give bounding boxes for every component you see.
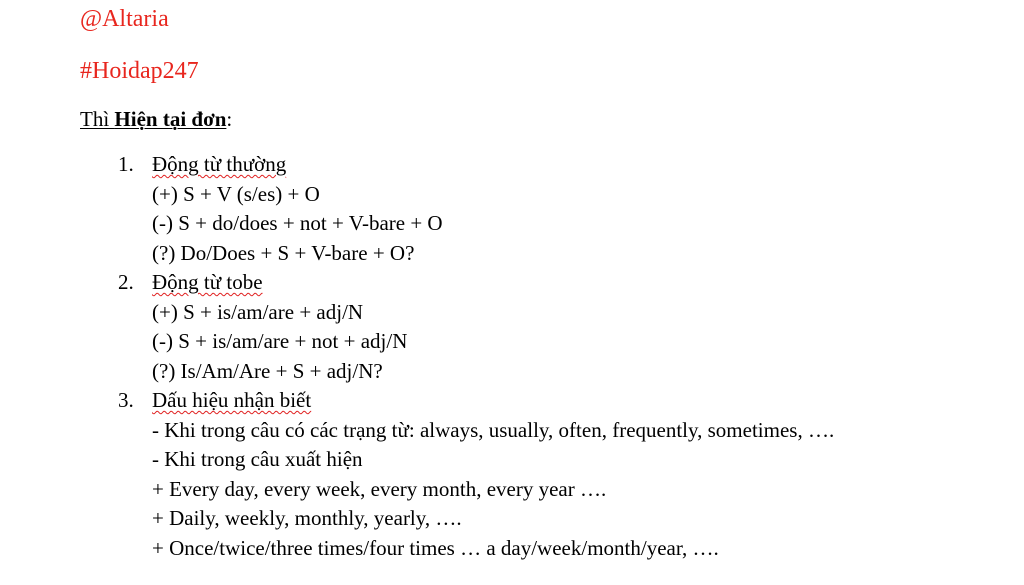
formula-negative: (-) S + is/am/are + not + adj/N <box>152 329 408 353</box>
heading-prefix: Thì <box>80 107 115 131</box>
topic-heading <box>80 104 232 134</box>
formula-affirmative: (+) S + V (s/es) + O <box>152 181 320 206</box>
section-number: 2. <box>118 270 134 294</box>
section-signal-words <box>118 386 1008 563</box>
formula-question: (?) Do/Does + S + V-bare + O? <box>152 240 415 265</box>
section-regular-verbs <box>118 150 1008 268</box>
author-handle-text: @Altaria <box>80 6 169 32</box>
author-handle <box>80 4 169 34</box>
site-tag <box>80 56 199 86</box>
signal-appears-line: - Khi trong câu xuất hiện <box>152 447 363 471</box>
signal-daily-line: + Daily, weekly, monthly, yearly, …. <box>152 506 462 530</box>
formula-question: (?) Is/Am/Are + S + adj/N? <box>152 358 383 383</box>
signal-every-line: + Every day, every week, every month, every year …. <box>152 476 607 501</box>
formula-affirmative: (+) S + is/am/are + adj/N <box>152 299 364 324</box>
signal-frequency-line: + Once/twice/three times/four times … a day/week/month/year, …. <box>152 535 719 560</box>
section-tobe-verbs <box>118 268 1008 386</box>
site-tag-text: #Hoidap247 <box>80 58 199 84</box>
section-title-row <box>118 268 1008 298</box>
heading-topic: Hiện tại đơn <box>114 107 227 131</box>
section-title: Động từ tobe <box>152 270 263 294</box>
heading-suffix: : <box>226 107 233 131</box>
signal-adverbs-line: - Khi trong câu có các trạng từ: always, usually, often, frequently, sometimes, …. <box>152 417 835 442</box>
section-title: Động từ thường <box>152 152 287 176</box>
section-title: Dấu hiệu nhận biết <box>152 388 312 412</box>
numbered-list <box>118 150 1008 563</box>
section-number: 1. <box>118 152 134 176</box>
section-number: 3. <box>118 388 134 412</box>
formula-negative: (-) S + do/does + not + V-bare + O <box>152 211 443 235</box>
section-title-row <box>118 150 1008 180</box>
section-title-row <box>118 386 1008 416</box>
